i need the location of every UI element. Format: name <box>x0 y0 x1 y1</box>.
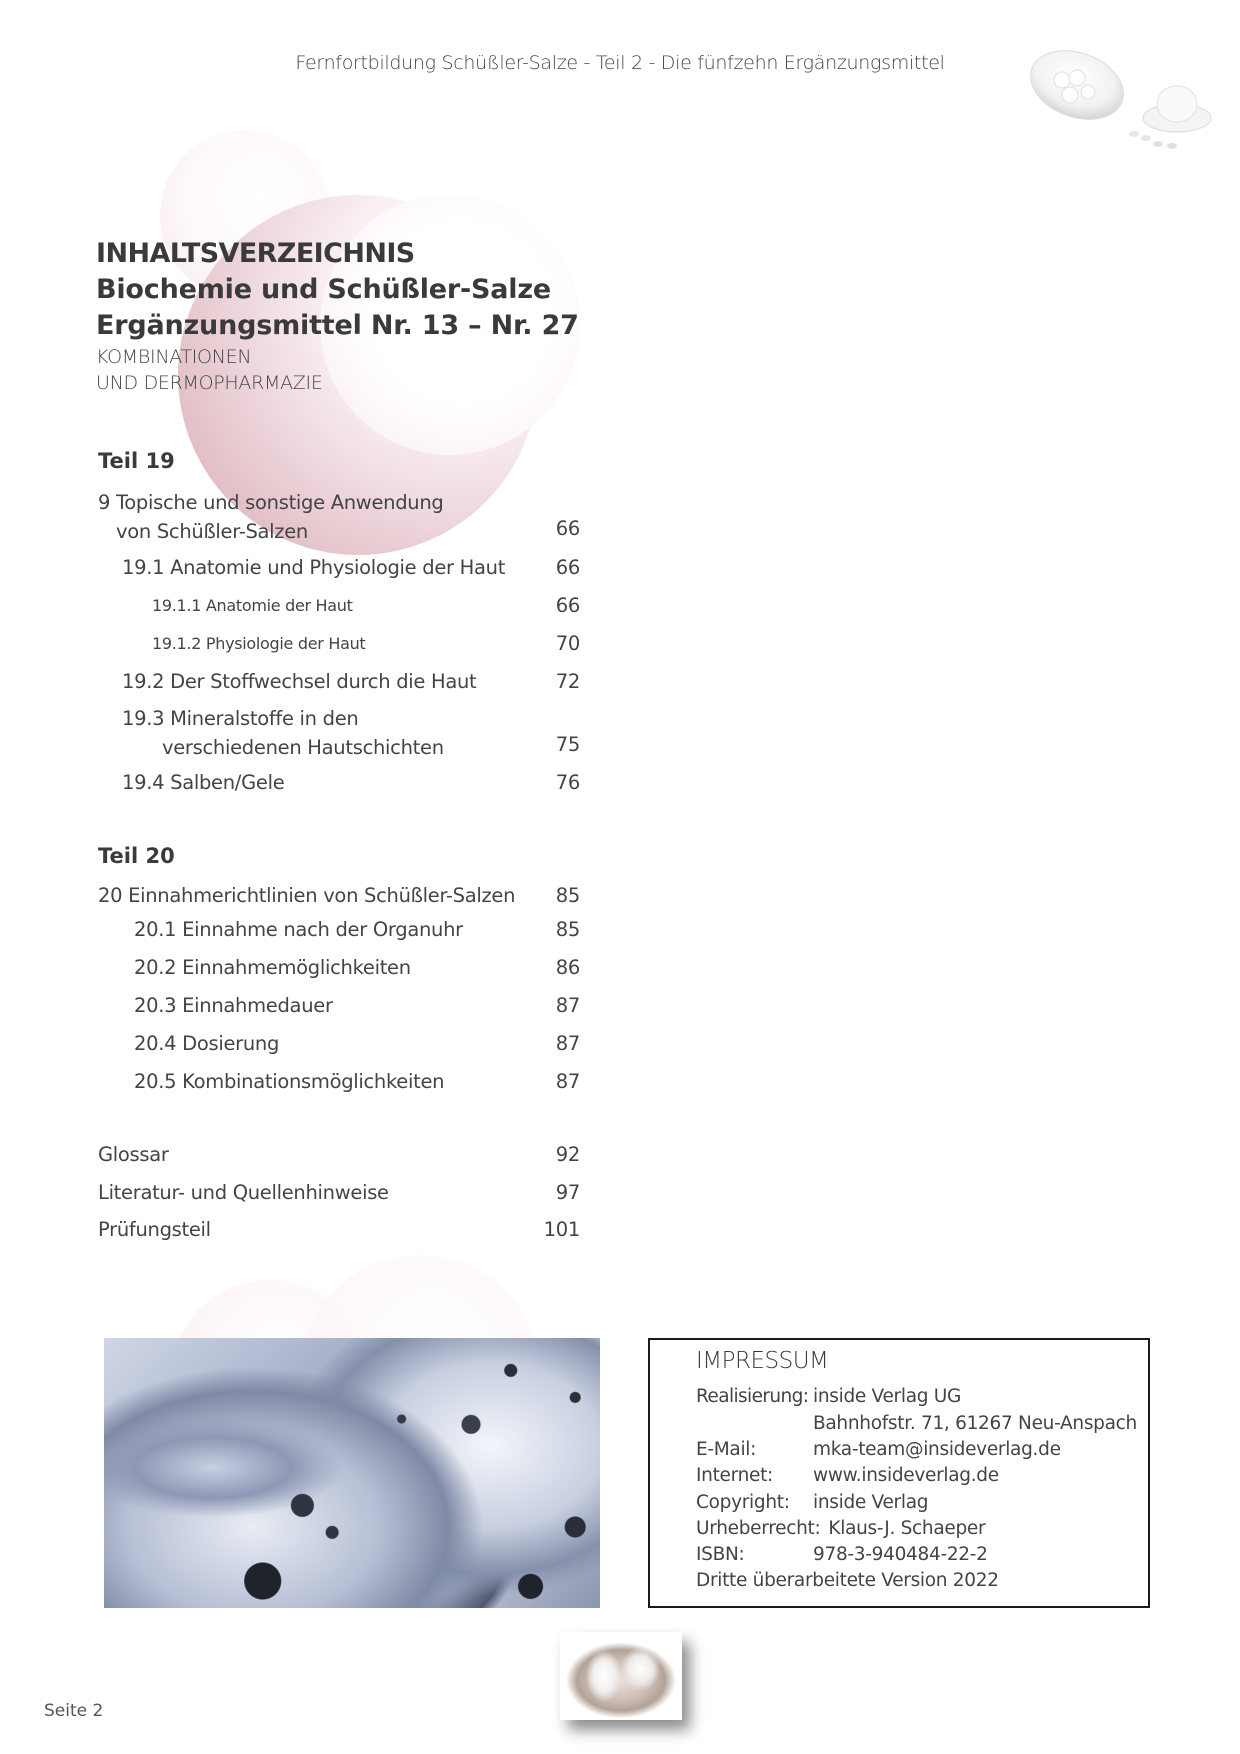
toc-entry-label: 9 Topische und sonstige Anwendung von Schüßler-Salzen <box>98 491 444 543</box>
toc-entry-page: 92 <box>555 1143 580 1166</box>
toc-entry[interactable] <box>98 556 580 586</box>
toc-entry-page: 87 <box>555 994 580 1017</box>
document-subtitle-2: Ergänzungsmittel Nr. 13 – Nr. 27 <box>96 310 579 341</box>
toc-entry-page: 101 <box>543 1218 580 1241</box>
document-title: INHALTSVERZEICHNIS <box>96 238 415 269</box>
toc-entry[interactable] <box>98 994 580 1024</box>
toc-entry[interactable] <box>98 1032 580 1062</box>
toc-entry-literatur[interactable] <box>98 1181 580 1211</box>
toc-entry-page: 72 <box>555 670 580 693</box>
toc-entry-page: 85 <box>555 884 580 907</box>
toc-entry[interactable] <box>98 488 580 544</box>
toc-entry-page: 86 <box>555 956 580 979</box>
toc-entry-glossar[interactable] <box>98 1143 580 1173</box>
toc-entry-page: 75 <box>555 733 580 756</box>
email-link[interactable]: mka-team@insideverlag.de <box>813 1439 1061 1460</box>
page-number: Seite 2 <box>44 1701 104 1721</box>
toc-part-heading: Teil 20 <box>98 844 175 868</box>
toc-entry[interactable] <box>98 670 580 700</box>
impressum-row: Urheberrecht: Klaus-J. Schaeper <box>696 1518 986 1539</box>
toc-entry-page: 66 <box>555 594 580 617</box>
toc-entry-label: 19.1 Anatomie und Physiologie der Haut <box>122 556 506 579</box>
impressum-row: Internet: www.insideverlag.de <box>696 1465 999 1486</box>
toc-entry-label: Glossar <box>98 1143 169 1166</box>
salt-crystal-image <box>560 1632 682 1720</box>
toc-entry-page: 70 <box>555 632 580 655</box>
toc-entry-label: 20.5 Kombinationsmöglichkeiten <box>134 1070 445 1093</box>
toc-entry-page: 76 <box>555 771 580 794</box>
toc-entry-label: 20 Einnahmerichtlinien von Schüßler-Salzen <box>98 884 516 907</box>
toc-entry-page: 97 <box>555 1181 580 1204</box>
website-link[interactable]: www.insideverlag.de <box>813 1465 999 1486</box>
toc-entry-page: 66 <box>555 556 580 579</box>
impressum-row: E-Mail: mka-team@insideverlag.de <box>696 1439 1061 1460</box>
impressum-row: Bahnhofstr. 71, 61267 Neu-Anspach <box>813 1413 1137 1434</box>
impressum-box <box>648 1338 1150 1608</box>
toc-entry[interactable] <box>98 956 580 986</box>
toc-entry[interactable] <box>98 634 580 664</box>
impressum-row: Realisierung: inside Verlag UG <box>696 1386 962 1407</box>
toc-entry[interactable] <box>98 771 580 801</box>
toc-entry[interactable] <box>98 1070 580 1100</box>
impressum-row: Copyright: inside Verlag <box>696 1492 929 1513</box>
impressum-row: Dritte überarbeitete Version 2022 <box>696 1570 999 1591</box>
toc-entry-label: 19.4 Salben/Gele <box>122 771 285 794</box>
toc-part-heading: Teil 19 <box>98 449 175 473</box>
title-block <box>96 236 579 396</box>
toc-entry-label: 20.2 Einnahmemöglichkeiten <box>134 956 411 979</box>
toc-entry[interactable] <box>98 704 580 760</box>
toc-entry-pruefungsteil[interactable] <box>98 1218 580 1248</box>
toc-entry-page: 66 <box>555 517 580 540</box>
document-tagline-1: KOMBINATIONEN <box>96 346 252 368</box>
toc-entry-label: 19.2 Der Stoffwechsel durch die Haut <box>122 670 477 693</box>
toc-entry[interactable] <box>98 596 580 626</box>
document-subtitle-1: Biochemie und Schüßler-Salze <box>96 274 551 305</box>
toc-entry-page: 85 <box>555 918 580 941</box>
toc-entry-label: Literatur- und Quellenhinweise <box>98 1181 389 1204</box>
toc-entry[interactable] <box>98 884 580 914</box>
impressum-row: ISBN: 978-3-940484-22-2 <box>696 1544 988 1565</box>
toc-entry-label: 19.3 Mineralstoffe in den verschiedenen Hautschichten <box>122 707 444 759</box>
toc-entry-label: Prüfungsteil <box>98 1218 211 1241</box>
toc-entry-label: 20.1 Einnahme nach der Organuhr <box>134 918 463 941</box>
running-header: Fernfortbildung Schüßler-Salze - Teil 2 - Die fünfzehn Ergänzungsmittel <box>295 52 945 74</box>
toc-entry[interactable] <box>98 918 580 948</box>
toc-entry-label: 19.1.1 Anatomie der Haut <box>152 596 353 615</box>
toc-entry-label: 20.4 Dosierung <box>134 1032 280 1055</box>
chrome-spheres-image <box>104 1338 600 1608</box>
toc-entry-page: 87 <box>555 1032 580 1055</box>
impressum-title: IMPRESSUM <box>696 1348 829 1374</box>
toc-entry-label: 19.1.2 Physiologie der Haut <box>152 634 366 653</box>
pill-bottle-image <box>1022 40 1222 155</box>
toc-entry-label: 20.3 Einnahmedauer <box>134 994 333 1017</box>
toc-entry-page: 87 <box>555 1070 580 1093</box>
document-tagline-2: UND DERMOPHARMAZIE <box>96 372 323 394</box>
